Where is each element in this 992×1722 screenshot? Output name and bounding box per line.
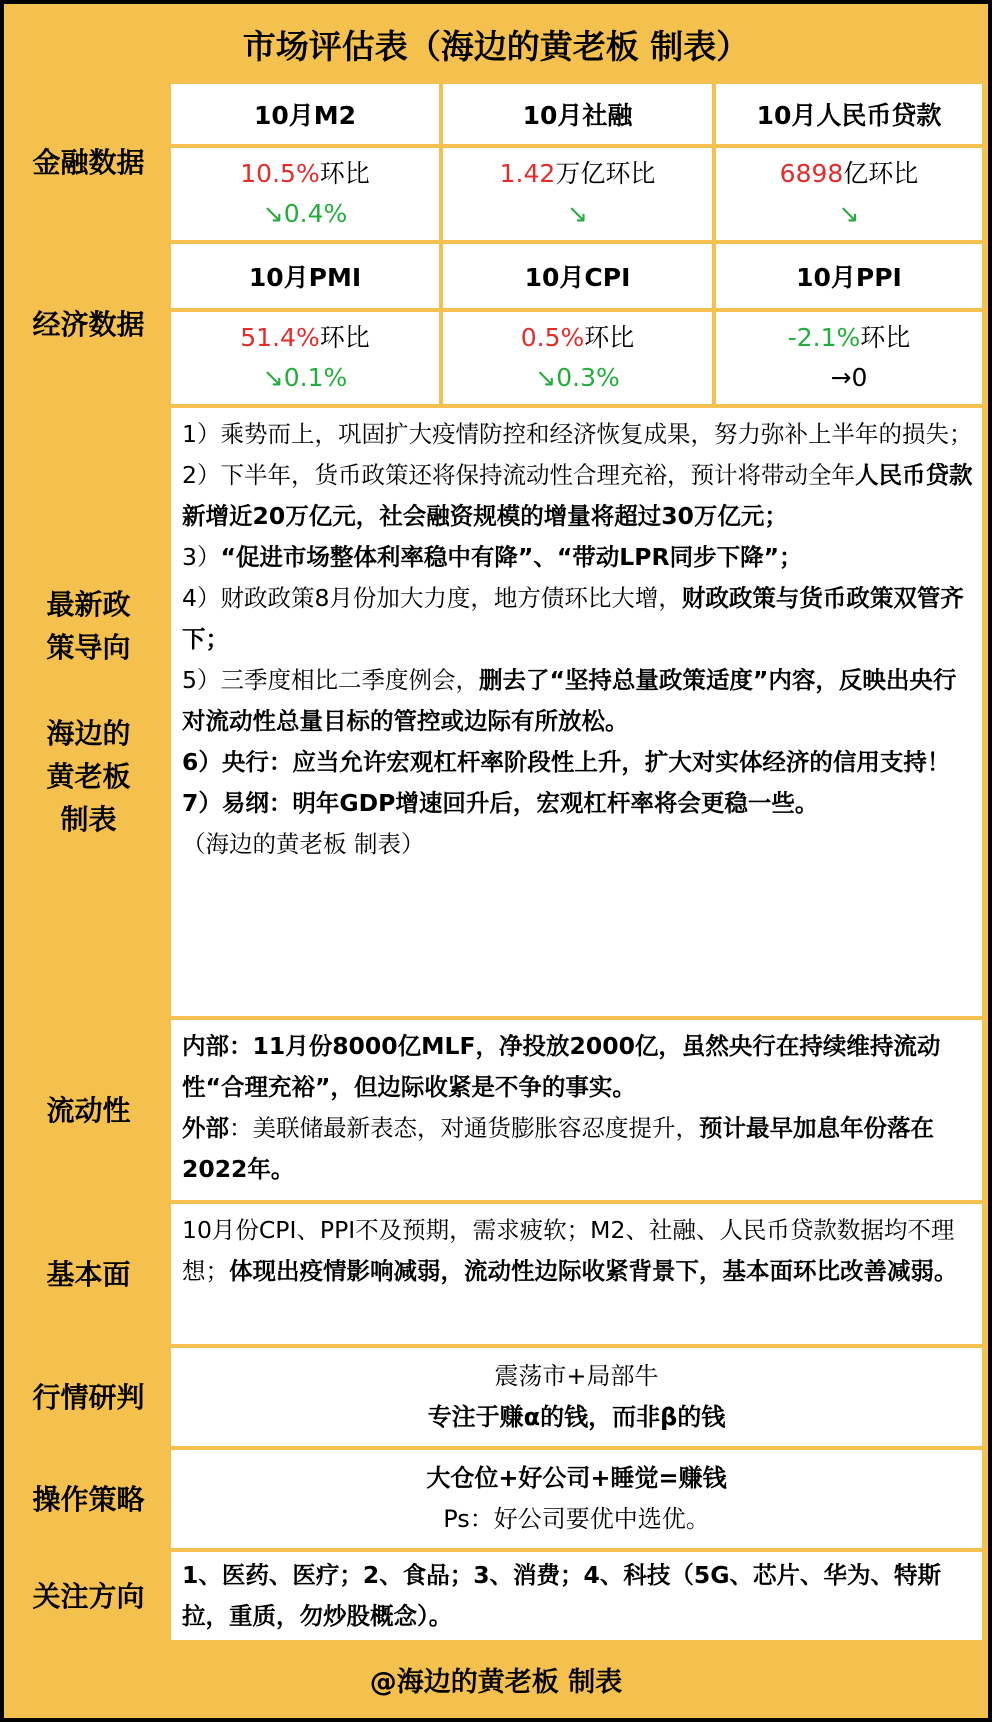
change-indicator: →0 <box>830 363 868 392</box>
market-content <box>171 1348 982 1446</box>
policy-item-6: 6）央行：应当允许宏观杠杆率阶段性上升，扩大对实体经济的信用支持！ <box>182 748 951 776</box>
economy-value-cpi <box>443 312 712 404</box>
change-indicator: ↘ <box>838 199 860 228</box>
value-number: 51.4% <box>240 323 320 352</box>
label-finance: 金融数据 <box>32 145 145 179</box>
value-suffix: 亿环比 <box>843 159 919 188</box>
strategy-line-1: 大仓位+好公司+睡觉=赚钱 <box>426 1464 727 1492</box>
label-policy <box>10 408 167 1016</box>
policy-item-3: 3）“促进市场整体利率稳中有降”、“带动LPR同步下降”； <box>182 543 803 571</box>
economy-header-ppi: 10月PPI <box>716 244 982 308</box>
finance-value-social <box>443 148 712 240</box>
value-suffix: 环比 <box>860 323 911 352</box>
value-number: -2.1% <box>787 323 861 352</box>
label-line: 最新政 <box>46 588 131 621</box>
focus-content <box>171 1552 982 1640</box>
policy-content <box>171 408 982 1016</box>
finance-header-m2: 10月M2 <box>171 84 439 144</box>
finance-header-social: 10月社融 <box>443 84 712 144</box>
value-suffix: 环比 <box>319 159 370 188</box>
finance-value-loans <box>716 148 982 240</box>
focus-text: 1、医药、医疗；2、食品；3、消费；4、科技（5G、芯片、华为、特斯拉，重质，勿炒股概念）。 <box>182 1561 942 1630</box>
label-strategy: 操作策略 <box>32 1482 145 1516</box>
finance-value-m2 <box>171 148 439 240</box>
finance-header-loans: 10月人民币贷款 <box>716 84 982 144</box>
economy-value-pmi <box>171 312 439 404</box>
liquidity-content <box>171 1020 982 1200</box>
label-market: 行情研判 <box>32 1380 145 1414</box>
change-indicator: ↘0.1% <box>262 363 348 392</box>
value-number: 0.5% <box>520 323 585 352</box>
value-number: 10.5% <box>240 159 320 188</box>
policy-item-5: 5）三季度相比二季度例会，删去了“坚持总量政策适度”内容，反映出央行对流动性总量目标的管控或边际有所放松。 <box>182 666 957 735</box>
policy-credit: （海边的黄老板 制表） <box>182 830 425 858</box>
value-suffix: 万亿环比 <box>555 159 656 188</box>
change-indicator: ↘ <box>567 199 588 228</box>
value-suffix: 环比 <box>319 323 370 352</box>
strategy-line-2: Ps：好公司要优中选优。 <box>443 1505 710 1533</box>
economy-header-pmi: 10月PMI <box>171 244 439 308</box>
label-line: 制表 <box>60 803 117 836</box>
policy-item-2: 2）下半年，货币政策还将保持流动性合理充裕，预计将带动全年人民币贷款新增近20万亿元，社会融资规模的增量将超过30万亿元； <box>182 461 973 530</box>
label-line: 策导向 <box>46 631 131 664</box>
label-focus: 关注方向 <box>32 1579 145 1613</box>
market-line-1: 震荡市+局部牛 <box>494 1362 659 1390</box>
policy-item-1: 1）乘势而上，巩固扩大疫情防控和经济恢复成果，努力弥补上半年的损失； <box>182 420 973 448</box>
change-indicator: ↘0.4% <box>262 199 348 228</box>
economy-header-cpi: 10月CPI <box>443 244 712 308</box>
change-indicator: ↘0.3% <box>535 363 620 392</box>
page-footer: @海边的黄老板 制表 <box>369 1666 623 1698</box>
label-economy: 经济数据 <box>32 307 145 341</box>
policy-item-4: 4）财政政策8月份加大力度，地方债环比大增，财政政策与货币政策双管齐下； <box>182 584 964 653</box>
label-liquidity: 流动性 <box>46 1093 131 1127</box>
page-title: 市场评估表（海边的黄老板 制表） <box>242 26 750 66</box>
policy-item-7: 7）易纲：明年GDP增速回升后，宏观杠杆率将会更稳一些。 <box>182 789 819 817</box>
label-line: 黄老板 <box>46 760 131 793</box>
economy-value-ppi <box>716 312 982 404</box>
value-number: 6898 <box>779 159 844 188</box>
label-line: 海边的 <box>46 717 131 750</box>
liquidity-inner: 内部：11月份8000亿MLF，净投放2000亿，虽然央行在持续维持流动性“合理充裕”，但边际收紧是不争的事实。 <box>182 1032 941 1101</box>
fundamentals-content: 10月份CPI、PPI不及预期，需求疲软；M2、社融、人民币贷款数据均不理想；体现出疫情影响减弱，流动性边际收紧背景下，基本面环比改善减弱。 <box>171 1204 982 1344</box>
value-number: 1.42 <box>499 159 556 188</box>
value-suffix: 环比 <box>584 323 635 352</box>
strategy-content <box>171 1450 982 1548</box>
evaluation-sheet <box>4 4 988 1718</box>
label-fundamentals: 基本面 <box>46 1257 131 1291</box>
market-line-2: 专注于赚α的钱，而非β的钱 <box>427 1403 726 1431</box>
liquidity-outer: 外部：美联储最新表态，对通货膨胀容忍度提升，预计最早加息年份落在2022年。 <box>182 1114 934 1183</box>
